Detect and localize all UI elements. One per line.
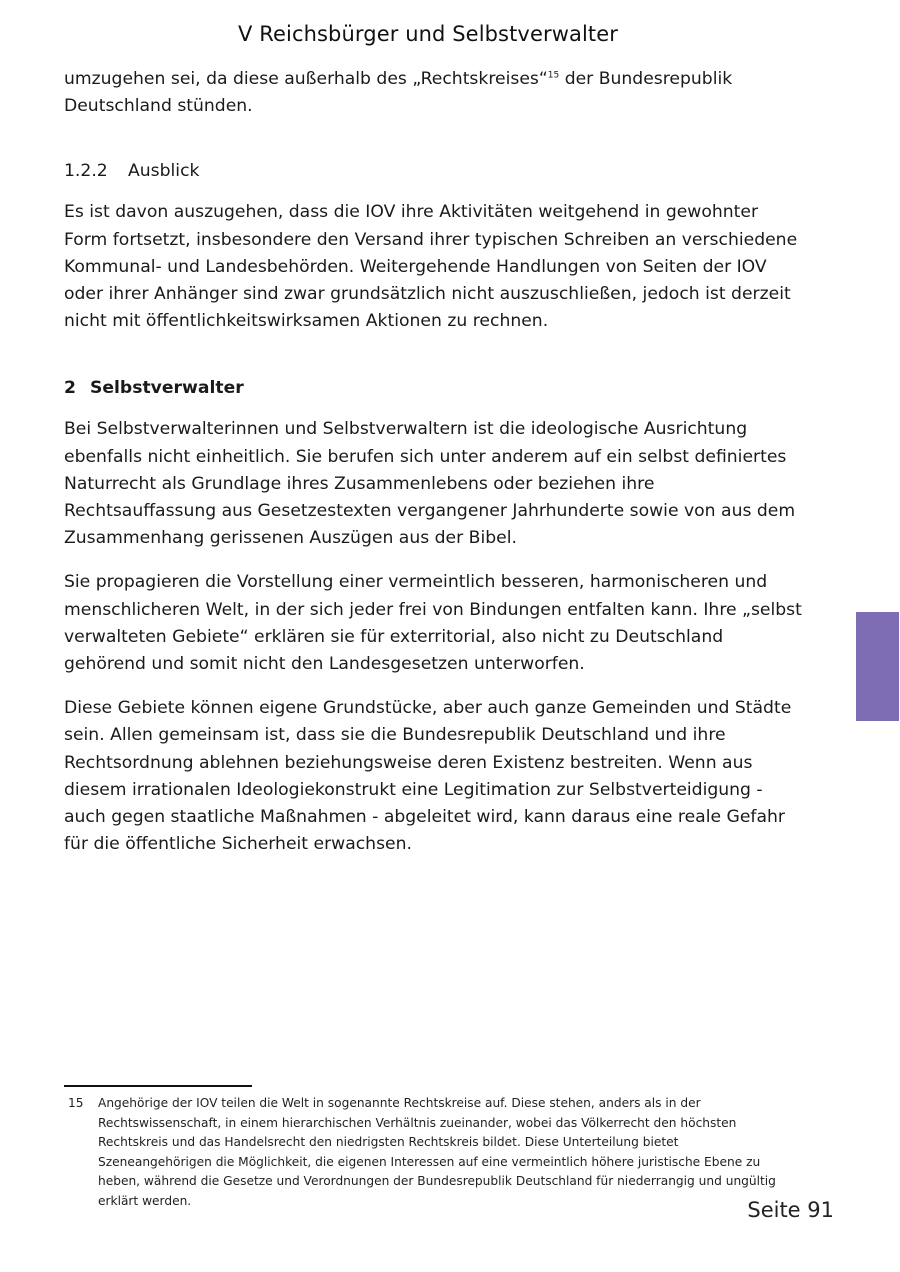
footnote-reference[interactable]: 15 <box>547 70 560 81</box>
footnote-number: 15 <box>68 1096 84 1110</box>
subsection-heading <box>64 158 804 185</box>
subsection-title: Ausblick <box>128 161 200 182</box>
continuation-text-start: umzugehen sei, da diese außerhalb des „Rechtskreises“ <box>64 69 548 89</box>
section-heading <box>64 375 804 402</box>
continuation-text-end: der Bundesrepublik Deutschland stünden. <box>64 69 733 117</box>
main-content <box>64 66 804 858</box>
subsection-number: 1.2.2 <box>64 161 108 182</box>
section-number: 2 <box>64 378 76 399</box>
chapter-tab-marker <box>856 612 899 721</box>
paragraph-selbstverwalter-3: Diese Gebiete können eigene Grundstücke, aber auch ganze Gemeinden und Städte sein. Allen gemeinsam ist, dass sie die Bundesrepublik Deutschland und ihre Rechtsordnung ablehnen beziehungsweise deren Existenz bestreiten. Wenn aus diesem irrationalen Ideologiekonstrukt eine Legitimation zur Selbstverteidigung - auch gegen staatliche Maßnahmen - abgeleitet wird, kann daraus eine reale Gefahr für die öffentliche Sicherheit erwachsen. <box>64 698 792 855</box>
footnote <box>64 1094 784 1211</box>
page-number: Seite 91 <box>747 1198 834 1222</box>
footnote-divider <box>64 1085 252 1087</box>
continuation-paragraph <box>64 66 804 120</box>
paragraph-selbstverwalter-1: Bei Selbstverwalterinnen und Selbstverwaltern ist die ideologische Ausrichtung ebenfalls nicht einheitlich. Sie berufen sich unter anderem auf ein selbst definiertes Naturrecht als Grundlage ihres Zusammenlebens oder beziehen ihre Rechtsauffassung aus Gesetzestexten vergangener Jahrhunderte sowie von aus dem Zusammenhang gerissenen Auszügen aus der Bibel. <box>64 419 796 549</box>
paragraph-selbstverwalter-2: Sie propagieren die Vorstellung einer vermeintlich besseren, harmonischeren und menschlicheren Welt, in der sich jeder frei von Bindungen entfalten kann. Ihre „selbst verwalteten Gebiete“ erklären sie für exterritorial, also nicht zu Deutschland gehörend und somit nicht den Landesgesetzen unterworfen. <box>64 572 802 675</box>
section-title: Selbstverwalter <box>90 378 244 399</box>
footnote-text: Angehörige der IOV teilen die Welt in sogenannte Rechtskreise auf. Diese stehen, anders als in der Rechtswissenschaft, in einem hierarchischen Verhältnis zueinander, wobei das Völkerrecht den höchsten Rechtskreis und das Handelsrecht den niedrigsten Rechtskreis bildet. Diese Unterteilung bietet Szeneangehörigen die Möglichkeit, die eigenen Interessen auf eine vermeintlich höhere juristische Ebene zu heben, während die Gesetze und Verordnungen der Bundesrepublik Deutschland für niederrangig und ungültig erklärt werden. <box>98 1096 776 1208</box>
paragraph-ausblick: Es ist davon auszugehen, dass die IOV ihre Aktivitäten weitgehend in gewohnter Form fortsetzt, insbesondere den Versand ihrer typischen Schreiben an verschiedene Kommunal- und Landesbehörden. Weitergehende Handlungen von Seiten der IOV oder ihrer Anhänger sind zwar grundsätzlich nicht auszuschließen, jedoch ist derzeit nicht mit öffentlichkeitswirksamen Aktionen zu rechnen. <box>64 202 798 332</box>
running-head-title: V Reichsbürger und Selbstverwalter <box>238 22 618 46</box>
